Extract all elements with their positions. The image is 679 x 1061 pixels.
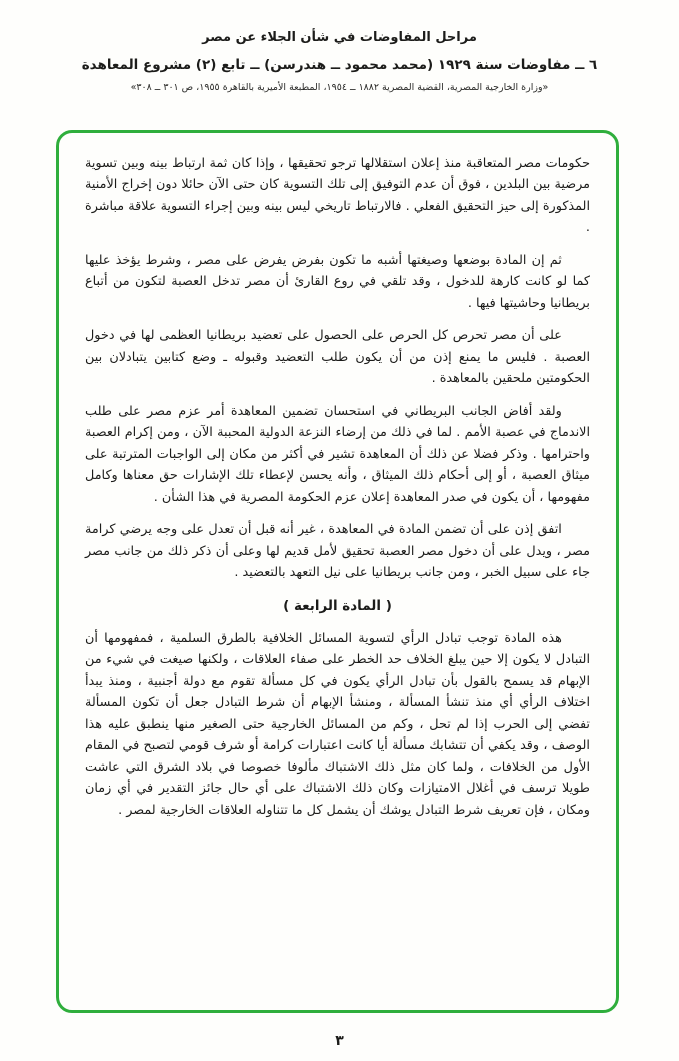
document-title: مراحل المفاوضات في شأن الجلاء عن مصر <box>202 30 477 45</box>
document-subtitle: ٦ ــ مفاوضات سنة ١٩٢٩ (محمد محمود ــ هندرسن) ــ تابع (٢) مشروع المعاهدة <box>81 57 598 73</box>
body-paragraph-2: ثم إن المادة بوضعها وصيغتها أشبه ما تكون بفرض يفرض على مصر ، وشرط يؤخذ عليها كما لو كانت كارهة للدخول ، وقد تلقي في روع القارئ أن مصر تدخل العصبة لتكون من أتباع بريطانيا وحاشيتها فيها . <box>85 252 590 311</box>
body-paragraph-4: ولقد أفاض الجانب البريطاني في استحسان تضمين المعاهدة أمر عزم مصر على طلب الاندماج في عصبة الأمم . لما في ذلك من إرضاء النزعة الدولية المحببة الآن ، ومن إكرام العصبة واحترامها . وذكر فضلا عن ذلك أن المعاهدة تشير في أكثر من مكان إلى الواجبات المترتبة على ميثاق العصبة ، أو إلى أحكام ذلك الميثاق ، وأنه يحسن لإعطاء تلك الإشارات حق معناها وكامل مفهومها ، أن يكون في صدر المعاهدة إعلان عزم الحكومة المصرية في هذا الشأن . <box>85 403 590 505</box>
content-frame <box>56 130 619 1013</box>
body-paragraph-1: حكومات مصر المتعاقبة منذ إعلان استقلالها ترجو تحقيقها ، وإذا كان ثمة ارتباط بينه وبين تسوية مرضية بين البلدين ، فوق أن عدم التوفيق إلى تلك التسوية كان حتى الآن حائلا دون إخراج الأمنية المذكورة إلى حيز التحقيق الفعلي . فالارتباط تاريخي ليس بينه وبين إجراء التسوية علاقة مباشرة . <box>85 156 590 236</box>
document-header <box>0 0 679 93</box>
page-number: ٣ <box>335 1033 344 1049</box>
section-heading-article-four: ( المادة الرابعة ) <box>283 597 392 614</box>
body-paragraph-5: اتفق إذن على أن تضمن المادة في المعاهدة ، غير أنه قبل أن تعدل على وجه يرضي كرامة مصر ، ويدل على أن دخول مصر العصبة تحقيق لأمل قديم لها وعلى أن ذكر ذلك من جانب مصر جاء على سبيل الخبر ، ومن جانب بريطانيا على نيل التعهد بالتعضيد . <box>85 522 590 581</box>
source-citation: «وزارة الخارجية المصرية، القضية المصرية ١٨٨٢ ــ ١٩٥٤، المطبعة الأميرية بالقاهرة ١٩٥٥، ص ٣٠١ ــ ٣٠٨» <box>130 82 549 93</box>
body-paragraph-3: على أن مصر تحرص كل الحرص على الحصول على تعضيد بريطانيا العظمى لها في دخول العصبة . فليس ما يمنع إذن من أن يكون طلب التعضيد وقبوله ـ وضع كتابين يتبادلان بين الحكومتين ملحقين بالمعاهدة . <box>85 328 590 387</box>
body-paragraph-6: هذه المادة توجب تبادل الرأي لتسوية المسائل الخلافية بالطرق السلمية ، فمفهومها أن التبادل لا يكون إلا حين يبلغ الخلاف حد الخطر على صفاء العلاقات ، ولكنها صيغت في شيء من الإبهام قد يسمح بالقول بأن تبادل الرأي يكون في كل مسألة تقوم مع دولة أجنبية ، ومنذ يبدأ اختلاف الرأي أي منذ تنشأ المسألة ، ومنشأ الإبهام أن شرط التبادل جعل أن تكون المسألة تفضي إلى الحرب إذا لم تحل ، وكم من المسائل الخارجية حتى الصغير منها ينطبق عليه هذا الوصف ، وقد يكفي أن تتشابك مسألة أيا كانت اعتبارات كرامة أو شرف قومي لتصبح في المقام الأول من الخلافات ، ولما كان مثل ذلك الاشتباك مألوفا خصوصا في بلاد الشرق التي عاشت طويلا ترسف في أغلال الامتيازات وكان ذلك الاشتباك على أي حال جائز التقدير في أي زمان ومكان ، فإن تعريف شرط التبادل يوشك أن يشمل كل ما تتناوله العلاقات الخارجية لمصر . <box>85 630 590 818</box>
